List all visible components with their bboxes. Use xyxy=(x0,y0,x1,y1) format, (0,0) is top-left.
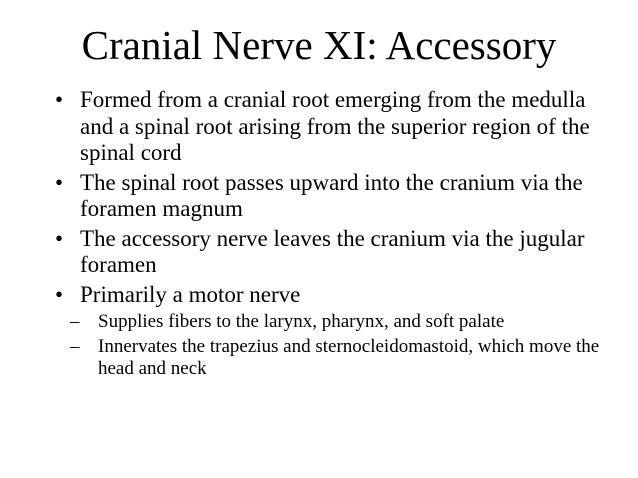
sub-bullet-marker: – xyxy=(70,336,80,357)
sub-bullet-list xyxy=(70,311,605,380)
bullet-marker: • xyxy=(55,87,64,112)
sub-bullet-marker: – xyxy=(70,311,80,332)
bullet-marker: • xyxy=(55,281,64,307)
bullet-item xyxy=(55,282,615,381)
bullet-item xyxy=(55,170,615,223)
bullet-item xyxy=(55,87,615,167)
slide-title: Cranial Nerve XI: Accessory xyxy=(81,22,557,68)
bullet-item xyxy=(55,226,615,279)
bullet-text: The spinal root passes upward into the cranium via the foramen magnum xyxy=(80,169,583,221)
bullet-marker: • xyxy=(55,225,64,251)
bullet-text: Primarily a motor nerve xyxy=(80,281,301,307)
bullet-list xyxy=(55,87,615,383)
bullet-marker: • xyxy=(55,169,64,195)
bullet-text: Formed from a cranial root emerging from the medulla and a spinal root arising from the superior region of the spinal cord xyxy=(80,87,590,165)
sub-bullet-text: Supplies fibers to the larynx, pharynx, and soft palate xyxy=(98,311,505,332)
sub-bullet-text: Innervates the trapezius and sternocleidomastoid, which move the head and neck xyxy=(98,336,600,379)
sub-bullet-item xyxy=(70,336,605,380)
sub-bullet-item xyxy=(70,311,605,333)
bullet-text: The accessory nerve leaves the cranium via the jugular foramen xyxy=(80,225,585,277)
